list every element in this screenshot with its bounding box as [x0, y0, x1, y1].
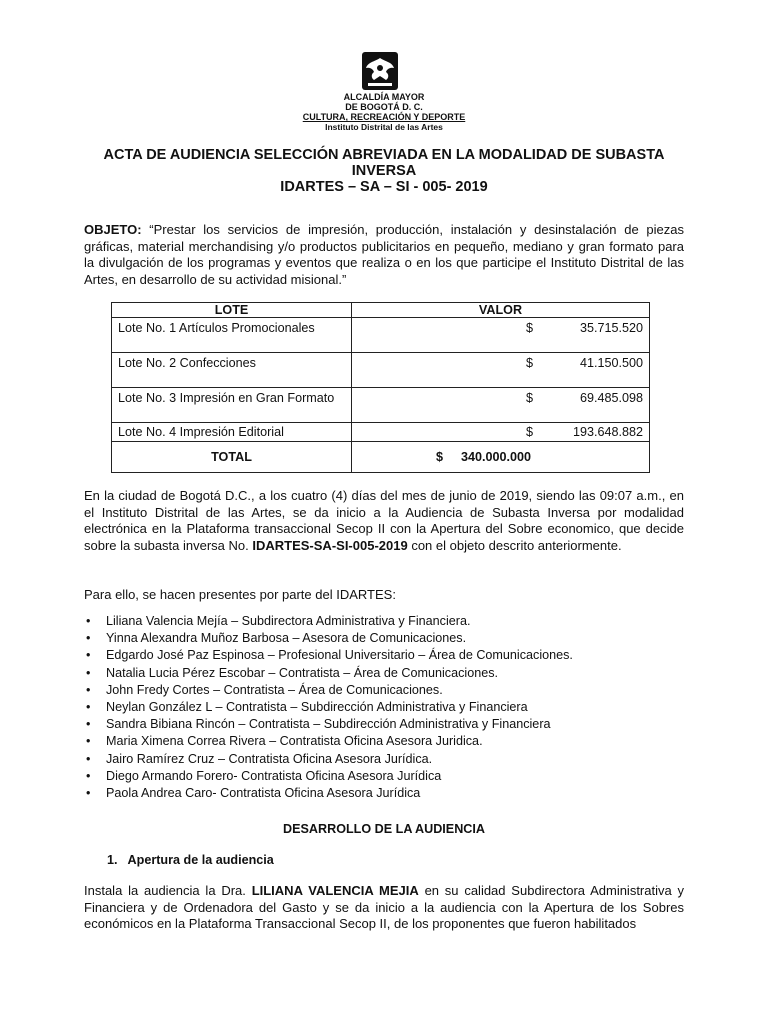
currency-symbol: $ — [526, 425, 534, 439]
currency-symbol: $ — [526, 391, 534, 405]
valor-cell — [352, 388, 650, 423]
list-item: • Yinna Alexandra Muñoz Barbosa – Asesora de Comunicaciones. — [84, 630, 684, 647]
table-row — [112, 353, 650, 388]
total-label: TOTAL — [112, 442, 352, 473]
amount: 41.150.500 — [579, 356, 643, 370]
list-item: • John Fredy Cortes – Contratista – Área de Comunicaciones. — [84, 682, 684, 699]
paragraph-presentes: Para ello, se hacen presentes por parte del IDARTES: — [84, 587, 396, 602]
list-item: • Sandra Bibiana Rincón – Contratista – Subdirección Administrativa y Financiera — [84, 716, 684, 733]
objeto-text: “Prestar los servicios de impresión, producción, instalación y desinstalación de piezas gráficas, material merchandising y/o productos publicitarios en pequeño, mediano y gran formato para la divulgación de los programas y eventos que realiza o en los que participe el Instituto Distrital de las Artes, en desarrollo de su actividad misional.” — [84, 222, 684, 288]
table-header-row — [112, 303, 650, 318]
header-instituto: Instituto Distrital de las Artes — [325, 122, 443, 132]
objeto-label: OBJETO: — [84, 222, 142, 237]
lote-cell: Lote No. 3 Impresión en Gran Formato — [112, 388, 352, 423]
total-amount: 340.000.000 — [461, 450, 532, 464]
list-item: • Diego Armando Forero- Contratista Oficina Asesora Jurídica — [84, 768, 684, 785]
list-item: • Liliana Valencia Mejía – Subdirectora Administrativa y Financiera. — [84, 613, 684, 630]
objeto-paragraph — [84, 222, 684, 289]
paragraph-apertura — [84, 488, 684, 555]
total-currency: $ — [436, 450, 444, 464]
bogota-coat-of-arms-icon — [354, 50, 406, 92]
col-valor-header: VALOR — [352, 303, 650, 318]
section-title: DESARROLLO DE LA AUDIENCIA — [283, 822, 485, 836]
paragraph-apertura-text: En la ciudad de Bogotá D.C., a los cuatro (4) días del mes de junio de 2019, siendo las 09:07 a.m., en el Instituto Distrital de las Artes, se da inicio a la Audiencia de Subasta Inversa por modalidad electrónica en la Plataforma transaccional Secop II con la Apertura del Sobre economico, que decide sobre la subasta inversa No. — [84, 488, 684, 554]
total-value-cell — [352, 442, 650, 473]
valor-cell — [352, 318, 650, 353]
header-cultura: CULTURA, RECREACIÓN Y DEPORTE — [302, 112, 466, 122]
document-title-line2: INVERSA — [351, 163, 417, 179]
col-lote-header: LOTE — [112, 303, 352, 318]
document-title-line1: ACTA DE AUDIENCIA SELECCIÓN ABREVIADA EN LA MODALIDAD DE SUBASTA — [103, 147, 665, 163]
amount: 35.715.520 — [579, 321, 643, 335]
attendees-list — [84, 613, 684, 802]
process-number: IDARTES-SA-SI-005-2019 — [252, 538, 408, 554]
paragraph-apertura-text-end: con el objeto descrito anteriormente. — [407, 538, 622, 554]
ordenadora-name: LILIANA VALENCIA MEJIA — [251, 883, 419, 898]
paragraph-instala — [84, 883, 684, 933]
subsection-title: 1. Apertura de la audiencia — [107, 853, 274, 867]
document-title-line3: IDARTES – SA – SI - 005- 2019 — [280, 179, 488, 195]
list-item: • Neylan González L – Contratista – Subdirección Administrativa y Financiera — [84, 699, 684, 716]
valor-cell — [352, 353, 650, 388]
header-alcaldia: ALCALDÍA MAYOR — [343, 92, 425, 102]
amount: 69.485.098 — [579, 391, 643, 405]
currency-symbol: $ — [526, 356, 534, 370]
list-item: • Maria Ximena Correa Rivera – Contratista Oficina Asesora Juridica. — [84, 733, 684, 750]
paragraph-instala-text-end: en su calidad Subdirectora Administrativa y Financiera y de Ordenadora del Gasto y se da inicio a la audiencia con la Apertura de los Sobres económicos en la Plataforma Transaccional Secop II, de los proponentes que fueron habilitados — [84, 883, 685, 932]
header-bogota: DE BOGOTÁ D. C. — [345, 102, 423, 112]
valor-cell — [352, 423, 650, 442]
list-item: • Edgardo José Paz Espinosa – Profesional Universitario – Área de Comunicaciones. — [84, 647, 684, 664]
list-item: • Jairo Ramírez Cruz – Contratista Oficina Asesora Jurídica. — [84, 751, 684, 768]
lote-cell: Lote No. 4 Impresión Editorial — [112, 423, 352, 442]
lote-cell: Lote No. 2 Confecciones — [112, 353, 352, 388]
amount: 193.648.882 — [572, 425, 643, 439]
table-row — [112, 388, 650, 423]
list-item: • Natalia Lucia Pérez Escobar – Contratista – Área de Comunicaciones. — [84, 665, 684, 682]
lotes-table — [111, 302, 650, 473]
table-total-row — [112, 442, 650, 473]
table-row — [112, 423, 650, 442]
currency-symbol: $ — [526, 321, 534, 335]
list-item: • Paola Andrea Caro- Contratista Oficina Asesora Jurídica — [84, 785, 684, 802]
lote-cell: Lote No. 1 Artículos Promocionales — [112, 318, 352, 353]
table-row — [112, 318, 650, 353]
paragraph-instala-text: Instala la audiencia la Dra. — [84, 883, 252, 898]
